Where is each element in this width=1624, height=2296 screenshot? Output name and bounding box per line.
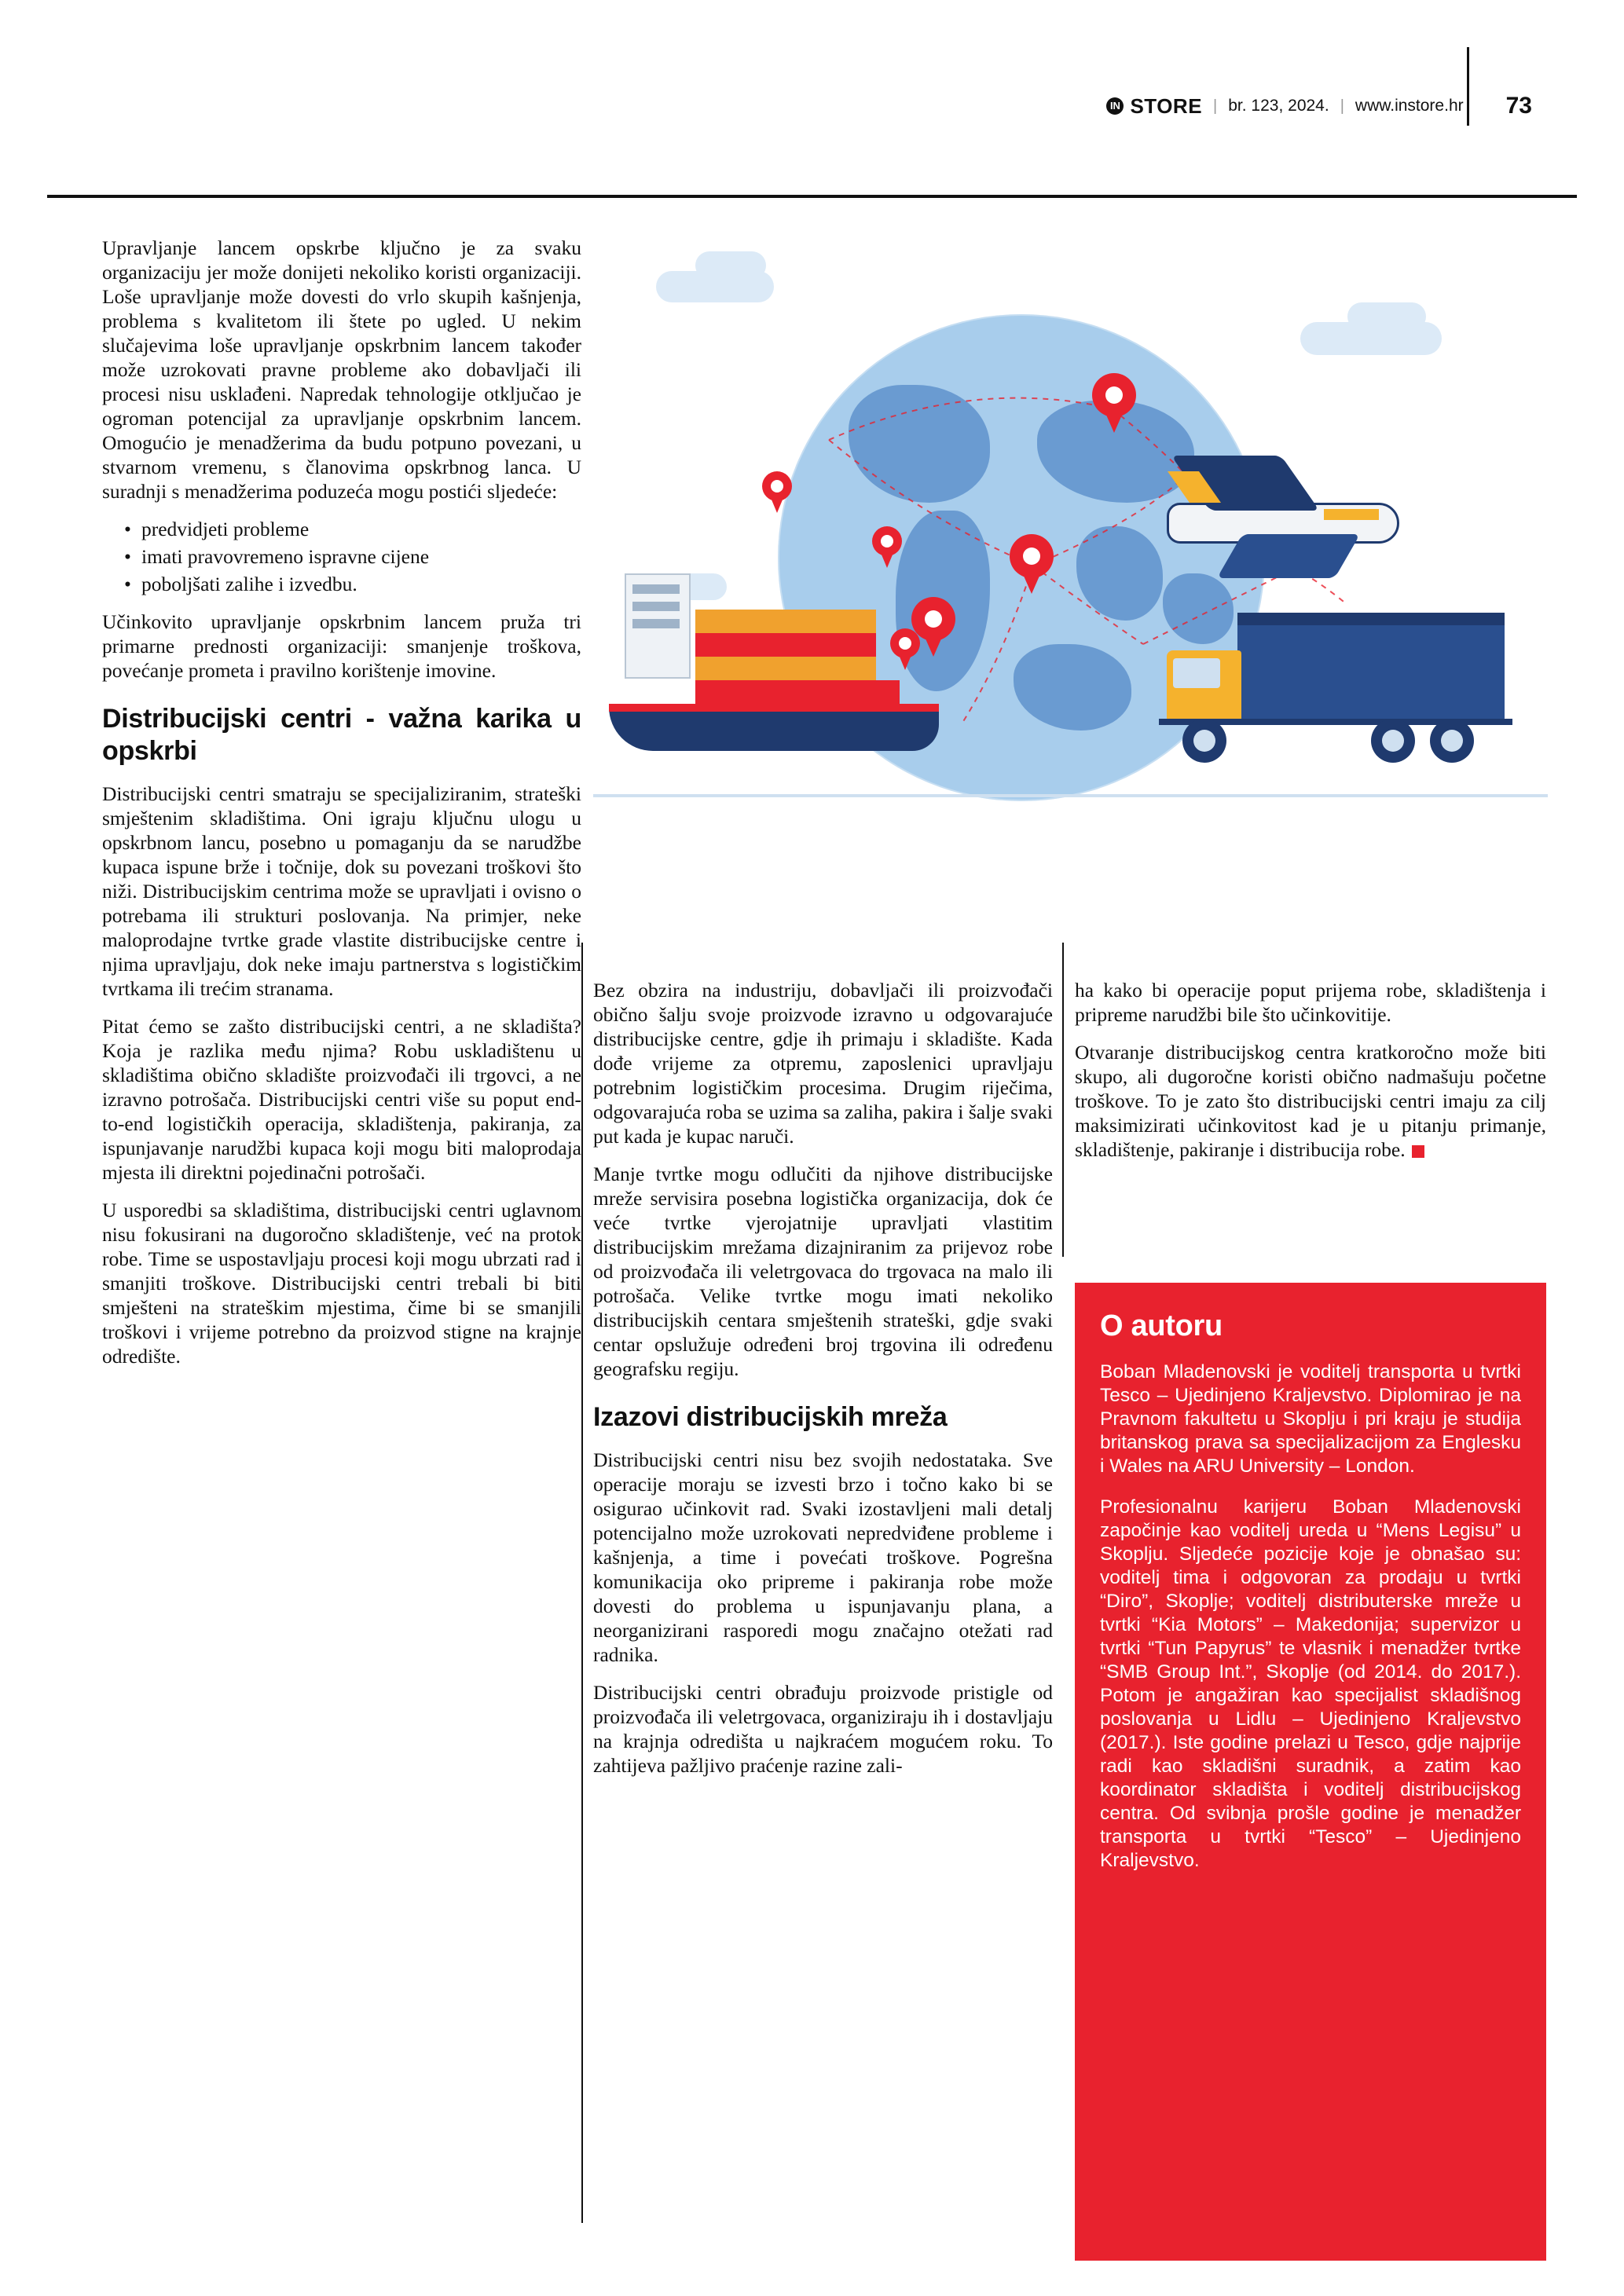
paragraph-with-endmark xyxy=(1075,1040,1546,1162)
article-column-3 xyxy=(1075,978,1546,1175)
benefit-list xyxy=(102,517,581,596)
ground-line xyxy=(593,794,1548,797)
paragraph: Bez obzira na industriju, dobavljači ili proizvođači obično šalju svoje proizvode izravno u odgovarajuće distribucijske centre, gdje ih primaju i skladište. Kada dođe vrijeme za otpremu, zaposlenici upravljaju potrebnim logističkim procesima. Drugim riječima, odgovarajuća roba se uzima sa zaliha, pakira i šalje svaki put kada je kupac naruči. xyxy=(593,979,1053,1148)
instore-logo-mark: IN xyxy=(1106,97,1124,115)
truck-trailer-icon xyxy=(1135,597,1512,778)
paragraph: Pitat ćemo se zašto distribucijski centri, a ne skladišta? Koja je razlika među njima? Robu uskladištenu u skladištima obično skladište proizvođači ili trgovci, a ne izravno potrošača. Distribucijski centri više su poput end-to-end logističkih operacija, skladištenja, pakiranja, za ispunjavanje narudžbi kupaca koji mogu biti maloprodaja mjesta ili direktni pojedinačni potrošači. xyxy=(102,1015,581,1184)
list-item: • poboljšati zalihe i izvedbu. xyxy=(124,572,581,596)
paragraph: Manje tvrtke mogu odlučiti da njihove distribucijske mreže servisira posebna logistička organizacija, dok će veće tvrtke vjerojatnije upravljati vlastitim distribucijskim mrežama dizajniranim za prijevoz robe od proizvođača ili veletrgovaca do trgovaca na malo ili potrošača. Velike tvrtke mogu imati nekoliko distribucijskih centara smještenih strateški, gdje svaki centar opslužuje određeni broj trgovina ili određenu geografsku regiju. xyxy=(593,1163,1053,1380)
author-box xyxy=(1075,1283,1546,2261)
map-pin-icon xyxy=(762,471,792,514)
column-divider xyxy=(1062,943,1064,1257)
author-box-paragraph: Profesionalnu karijeru Boban Mladenovski započinje kao voditelj ureda u “Mens Legisu” u Skoplju. Sljedeće pozicije koje je obnašao su: voditelj tima i odgovoran za prodaju u tvrtki “Diro”, Skoplje; voditelj distributerske mreže u tvrtki “Kia Motors” – Makedonija; supervizor u tvrtki “Tun Papyrus” te vlasnik i menadžer tvrtke “SMB Group Int.”, Skoplje (od 2014. do 2017.). Potom je angažiran kao specijalist skladišnog poslovanja u Lidlu – Ujedinjeno Kraljevstvo (2017.). Iste godine prelazi u Tesco, gdje najprije radi kao skladišni suradnik, a zatim kao koordinator skladišta i voditelj distribucijskog centra. Od svibnja prošle godine je menadžer transporta u tvrtki “Tesco” – Ujedinjeno Kraljevstvo. xyxy=(1100,1496,1521,1871)
map-pin-icon xyxy=(872,526,902,569)
header-separator-2: | xyxy=(1340,97,1344,115)
section-heading-distribution-centers: Distribucijski centri - važna karika u opskrbi xyxy=(102,704,581,766)
page-header xyxy=(94,47,1532,141)
page-number: 73 xyxy=(1505,93,1532,119)
header-separator-1: | xyxy=(1213,97,1218,115)
paragraph: Učinkovito upravljanje opskrbnim lancem pruža tri primarne prednosti organizaciji: smanjenje troškova, povećanje prometa i pravilno korištenje imovine. xyxy=(102,610,581,682)
author-box-paragraph: Boban Mladenovski je voditelj transporta u tvrtki Tesco – Ujedinjeno Kraljevstvo. Diplomirao je na Pravnom fakultetu u Skoplju i pri kraju je studija britanskog prava sa specijalizacijom za Englesku i Wales na ARU University – London. xyxy=(1100,1361,1521,1477)
paragraph: Distribucijski centri obrađuju proizvode pristigle od proizvođača ili veletrgovaca, organiziraju ih i dostavljaju na krajnja odredišta u najkraćem mogućem roku. To zahtijeva pažljivo praćenje razine zali- xyxy=(593,1681,1053,1777)
header-rule xyxy=(47,195,1577,198)
map-pin-icon xyxy=(1092,373,1136,433)
end-of-article-mark xyxy=(1412,1145,1424,1158)
instore-logo-word: STORE xyxy=(1130,93,1203,118)
paragraph: ha kako bi operacije poput prijema robe, skladištenja i pripreme narudžbi bile što učinkovitije. xyxy=(1075,979,1546,1026)
cargo-ship-icon xyxy=(609,573,947,778)
issue-label: br. 123, 2024. xyxy=(1228,97,1329,115)
header-meta xyxy=(1106,93,1532,119)
map-pin-icon xyxy=(1010,534,1054,594)
map-pin-icon xyxy=(805,412,849,472)
section-heading-network-challenges: Izazovi distribucijskih mreža xyxy=(593,1402,948,1432)
article-column-2 xyxy=(593,978,1053,1791)
paragraph: Distribucijski centri smatraju se specijaliziranim, strateški smještenim skladištima. Oni igraju ključnu ulogu u opskrbnom lancu, posebno u pomaganju da se narudžbe kupaca ispune brže i točnije, dok su povezani troškovi što niži. Distribucijskim centrima može se upravljati i ovisno o potrebama ili strukturi poslovanja. Na primjer, neke maloprodajne tvrtke grade vlastite distribucijske centre i njima upravljaju, dok neke imaju partnerstva s logističkim tvrtkama ili trećim stranama. xyxy=(102,782,581,1000)
instore-logo xyxy=(1106,94,1202,119)
paragraph: Distribucijski centri nisu bez svojih nedostataka. Sve operacije moraju se izvesti brzo i točno kako bi se osigurao učinkovit rad. Svaki izostavljeni mali detalj potencijalno može uzrokovati nepredviđene probleme i kašnjenja, a time i povećati troškove. Pogrešna komunikacija oko pripreme i pakiranja robe može dovesti do problema u ispunjavanju plana, a neorganizirani rasporedi mogu značajno otežati rad radnika. xyxy=(593,1448,1053,1666)
article-column-1 xyxy=(102,236,581,1382)
list-item: • imati pravovremeno ispravne cijene xyxy=(124,544,581,569)
author-box-title: O autoru xyxy=(1100,1309,1223,1342)
airplane-icon xyxy=(1135,448,1410,589)
column-divider xyxy=(581,943,583,2223)
list-item: • predvidjeti probleme xyxy=(124,517,581,541)
paragraph: U usporedbi sa skladištima, distribucijski centri uglavnom nisu fokusirani na dugoročno skladištenje, već na protok robe. Time se uspostavljaju procesi koji mogu ubrzati rad i smanjiti troškove. Distribucijski centri trebali bi biti smješteni na strateškim mjestima, čime bi se smanjili troškovi i vrijeme potrebno da proizvod stigne na krajnje odredište. xyxy=(102,1199,581,1368)
global-supply-chain-illustration xyxy=(593,236,1548,888)
paragraph-text: Otvaranje distribucijskog centra kratkoročno može biti skupo, ali dugoročne koristi obično nadmašuju početne troškove. To je zato što distribucijski centri imaju za cilj maksimizirati učinkovitost kad je u pitanju primanje, skladištenje, pakiranje i distribucija robe. xyxy=(1075,1041,1546,1161)
website-label: www.instore.hr xyxy=(1355,97,1464,115)
paragraph: Upravljanje lancem opskrbe ključno je za svaku organizaciju jer može donijeti nekoliko koristi organizaciji. Loše upravljanje može dovesti do vrlo skupih kašnjenja, problema s kvalitetom ili štete po ugled. U nekim slučajevima loše upravljanje opskrbnim lancem također može uzrokovati pravne probleme ako dobavljači ili procesi nisu usklađeni. Napredak tehnologije otključao je ogroman potencijal za upravljanje opskrbnim lancem. Omogućio je menadžerima da budu potpuno povezani, u stvarnom vremenu, s članovima opskrbnog lanca. U suradnji s menadžerima poduzeća mogu postići sljedeće: xyxy=(102,236,581,503)
